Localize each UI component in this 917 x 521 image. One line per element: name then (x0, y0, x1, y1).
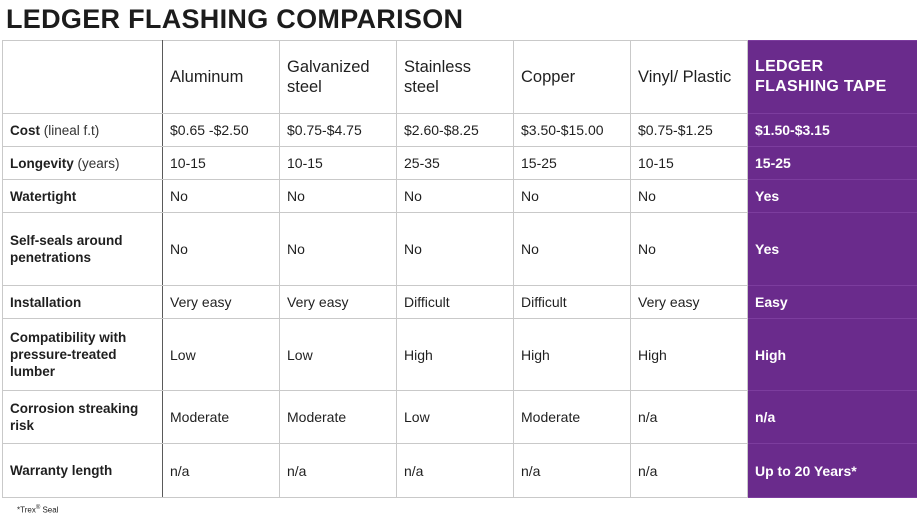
row-label (3, 213, 163, 286)
registered-mark: ® (35, 505, 41, 511)
table-row (3, 180, 917, 213)
row-label (3, 286, 163, 319)
table-cell: Difficult (397, 286, 514, 319)
table-cell: n/a (631, 444, 748, 498)
row-label-text: Cost (10, 122, 40, 138)
highlight-cell: 15-25 (748, 147, 917, 180)
table-row (3, 444, 917, 498)
table-cell: No (280, 213, 397, 286)
highlight-cell: High (748, 319, 917, 391)
highlight-cell: Yes (748, 180, 917, 213)
table-cell: n/a (514, 444, 631, 498)
table-cell: n/a (280, 444, 397, 498)
table-cell: High (631, 319, 748, 391)
table-cell: Low (397, 391, 514, 444)
row-label-text: Self-seals around penetrations (10, 233, 123, 265)
table-cell: No (397, 180, 514, 213)
table-cell: No (631, 213, 748, 286)
row-label (3, 147, 163, 180)
footnote (17, 505, 58, 515)
table-cell: 10-15 (280, 147, 397, 180)
table-cell: $2.60-$8.25 (397, 114, 514, 147)
table-cell: $0.75-$4.75 (280, 114, 397, 147)
table-cell: Moderate (163, 391, 280, 444)
table-cell: No (631, 180, 748, 213)
table-cell: No (163, 213, 280, 286)
column-header-vinyl-plastic: Vinyl/ Plastic (631, 41, 748, 114)
table-cell: No (514, 180, 631, 213)
table-row (3, 114, 917, 147)
column-header-ledger-flashing-tape: LEDGER FLASHING TAPE (748, 41, 917, 114)
table-row (3, 391, 917, 444)
table-body (3, 114, 917, 498)
column-header-copper: Copper (514, 41, 631, 114)
row-label (3, 319, 163, 391)
row-label-text: Installation (10, 294, 82, 310)
table-row (3, 286, 917, 319)
column-header-stainless-steel: Stainless steel (397, 41, 514, 114)
row-label-unit: (lineal f.t) (43, 122, 100, 138)
table-cell: 25-35 (397, 147, 514, 180)
column-header-galvanized-steel: Galvanized steel (280, 41, 397, 114)
table-cell: Very easy (280, 286, 397, 319)
row-label (3, 180, 163, 213)
row-label-text: Watertight (10, 188, 77, 204)
footnote-suffix: Seal (40, 505, 59, 515)
header-row (3, 41, 917, 114)
footnote-prefix: *Trex (17, 505, 36, 515)
row-label (3, 391, 163, 444)
table-cell: No (163, 180, 280, 213)
row-label (3, 114, 163, 147)
row-label (3, 444, 163, 498)
highlight-cell: Easy (748, 286, 917, 319)
table-cell: High (514, 319, 631, 391)
table-cell: No (280, 180, 397, 213)
table-cell: n/a (397, 444, 514, 498)
table-cell: Low (280, 319, 397, 391)
table-cell: Difficult (514, 286, 631, 319)
highlight-cell: Yes (748, 213, 917, 286)
highlight-cell: $1.50-$3.15 (748, 114, 917, 147)
row-label-text: Compatibility with pressure-treated lumber (10, 330, 127, 379)
highlight-cell: n/a (748, 391, 917, 444)
table-cell: No (514, 213, 631, 286)
table-cell: Moderate (280, 391, 397, 444)
table-cell: $0.65 -$2.50 (163, 114, 280, 147)
column-header-aluminum: Aluminum (163, 41, 280, 114)
table-cell: n/a (631, 391, 748, 444)
row-label-text: Warranty length (10, 463, 113, 478)
row-label-text: Corrosion streaking risk (10, 401, 139, 433)
table-cell: Low (163, 319, 280, 391)
row-label-unit: (years) (77, 155, 120, 171)
table-cell: Moderate (514, 391, 631, 444)
page-title: LEDGER FLASHING COMPARISON (6, 4, 464, 34)
table-cell: No (397, 213, 514, 286)
row-label-text: Longevity (10, 155, 74, 171)
highlight-cell: Up to 20 Years* (748, 444, 917, 498)
header-corner-cell (3, 41, 163, 114)
table-row (3, 213, 917, 286)
table-cell: Very easy (631, 286, 748, 319)
table-cell: $3.50-$15.00 (514, 114, 631, 147)
table-cell: 15-25 (514, 147, 631, 180)
table-cell: 10-15 (163, 147, 280, 180)
table-row (3, 319, 917, 391)
table-cell: Very easy (163, 286, 280, 319)
table-cell: 10-15 (631, 147, 748, 180)
table-row (3, 147, 917, 180)
table-cell: High (397, 319, 514, 391)
table-cell: $0.75-$1.25 (631, 114, 748, 147)
table-cell: n/a (163, 444, 280, 498)
comparison-table (2, 40, 917, 498)
